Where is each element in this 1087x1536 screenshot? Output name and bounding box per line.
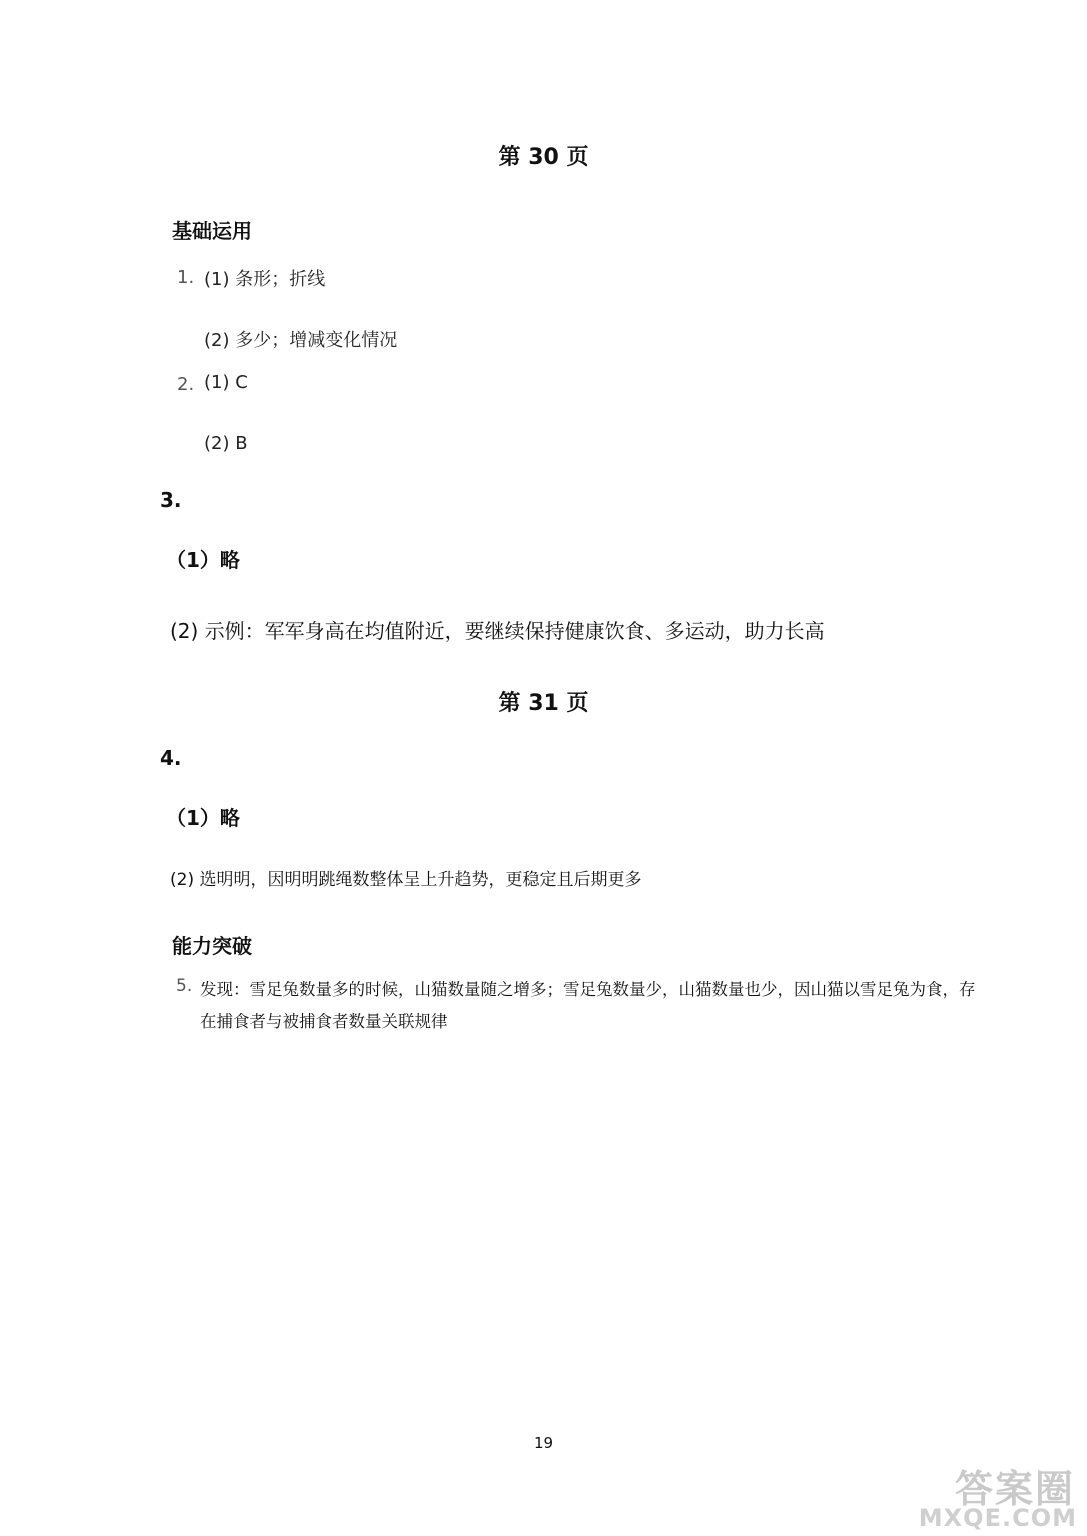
question-1-part-1: (1) 条形；折线 xyxy=(204,269,326,290)
watermark-logo xyxy=(919,1458,1079,1532)
question-2-part-2: (2) B xyxy=(204,433,248,454)
section-heading-ability-breakthrough: 能力突破 xyxy=(172,934,252,958)
question-1-number: 1. xyxy=(177,267,195,288)
question-4-part-1: （1）略 xyxy=(166,806,240,830)
section-heading-basic-application: 基础运用 xyxy=(172,219,252,243)
question-5-line-1: 发现：雪足兔数量多的时候，山猫数量随之增多；雪足兔数量少，山猫数量也少，因山猫以雪足兔为食，存 xyxy=(200,980,976,999)
question-3-number: 3. xyxy=(160,488,182,512)
question-4-number: 4. xyxy=(160,746,182,770)
watermark-top-text: 答案圈 xyxy=(954,1467,1075,1511)
watermark-bottom-text: MXQE.COM xyxy=(918,1504,1077,1532)
page-30-heading: 第 30 页 xyxy=(498,145,589,170)
question-5-line-2: 在捕食者与被捕食者数量关联规律 xyxy=(200,1012,448,1031)
question-4-part-2: (2) 选明明，因明明跳绳数整体呈上升趋势，更稳定且后期更多 xyxy=(170,870,642,890)
page-31-heading: 第 31 页 xyxy=(498,691,589,716)
question-1-part-2: (2) 多少；增减变化情况 xyxy=(204,330,398,351)
page-number: 19 xyxy=(533,1434,554,1452)
question-3-part-2: (2) 示例：军军身高在均值附近，要继续保持健康饮食、多运动，助力长高 xyxy=(170,619,825,643)
question-3-part-1: （1）略 xyxy=(166,548,240,572)
question-5-number: 5. xyxy=(176,976,193,996)
question-2-number: 2. xyxy=(177,374,195,395)
question-2-part-1: (1) C xyxy=(204,372,248,393)
